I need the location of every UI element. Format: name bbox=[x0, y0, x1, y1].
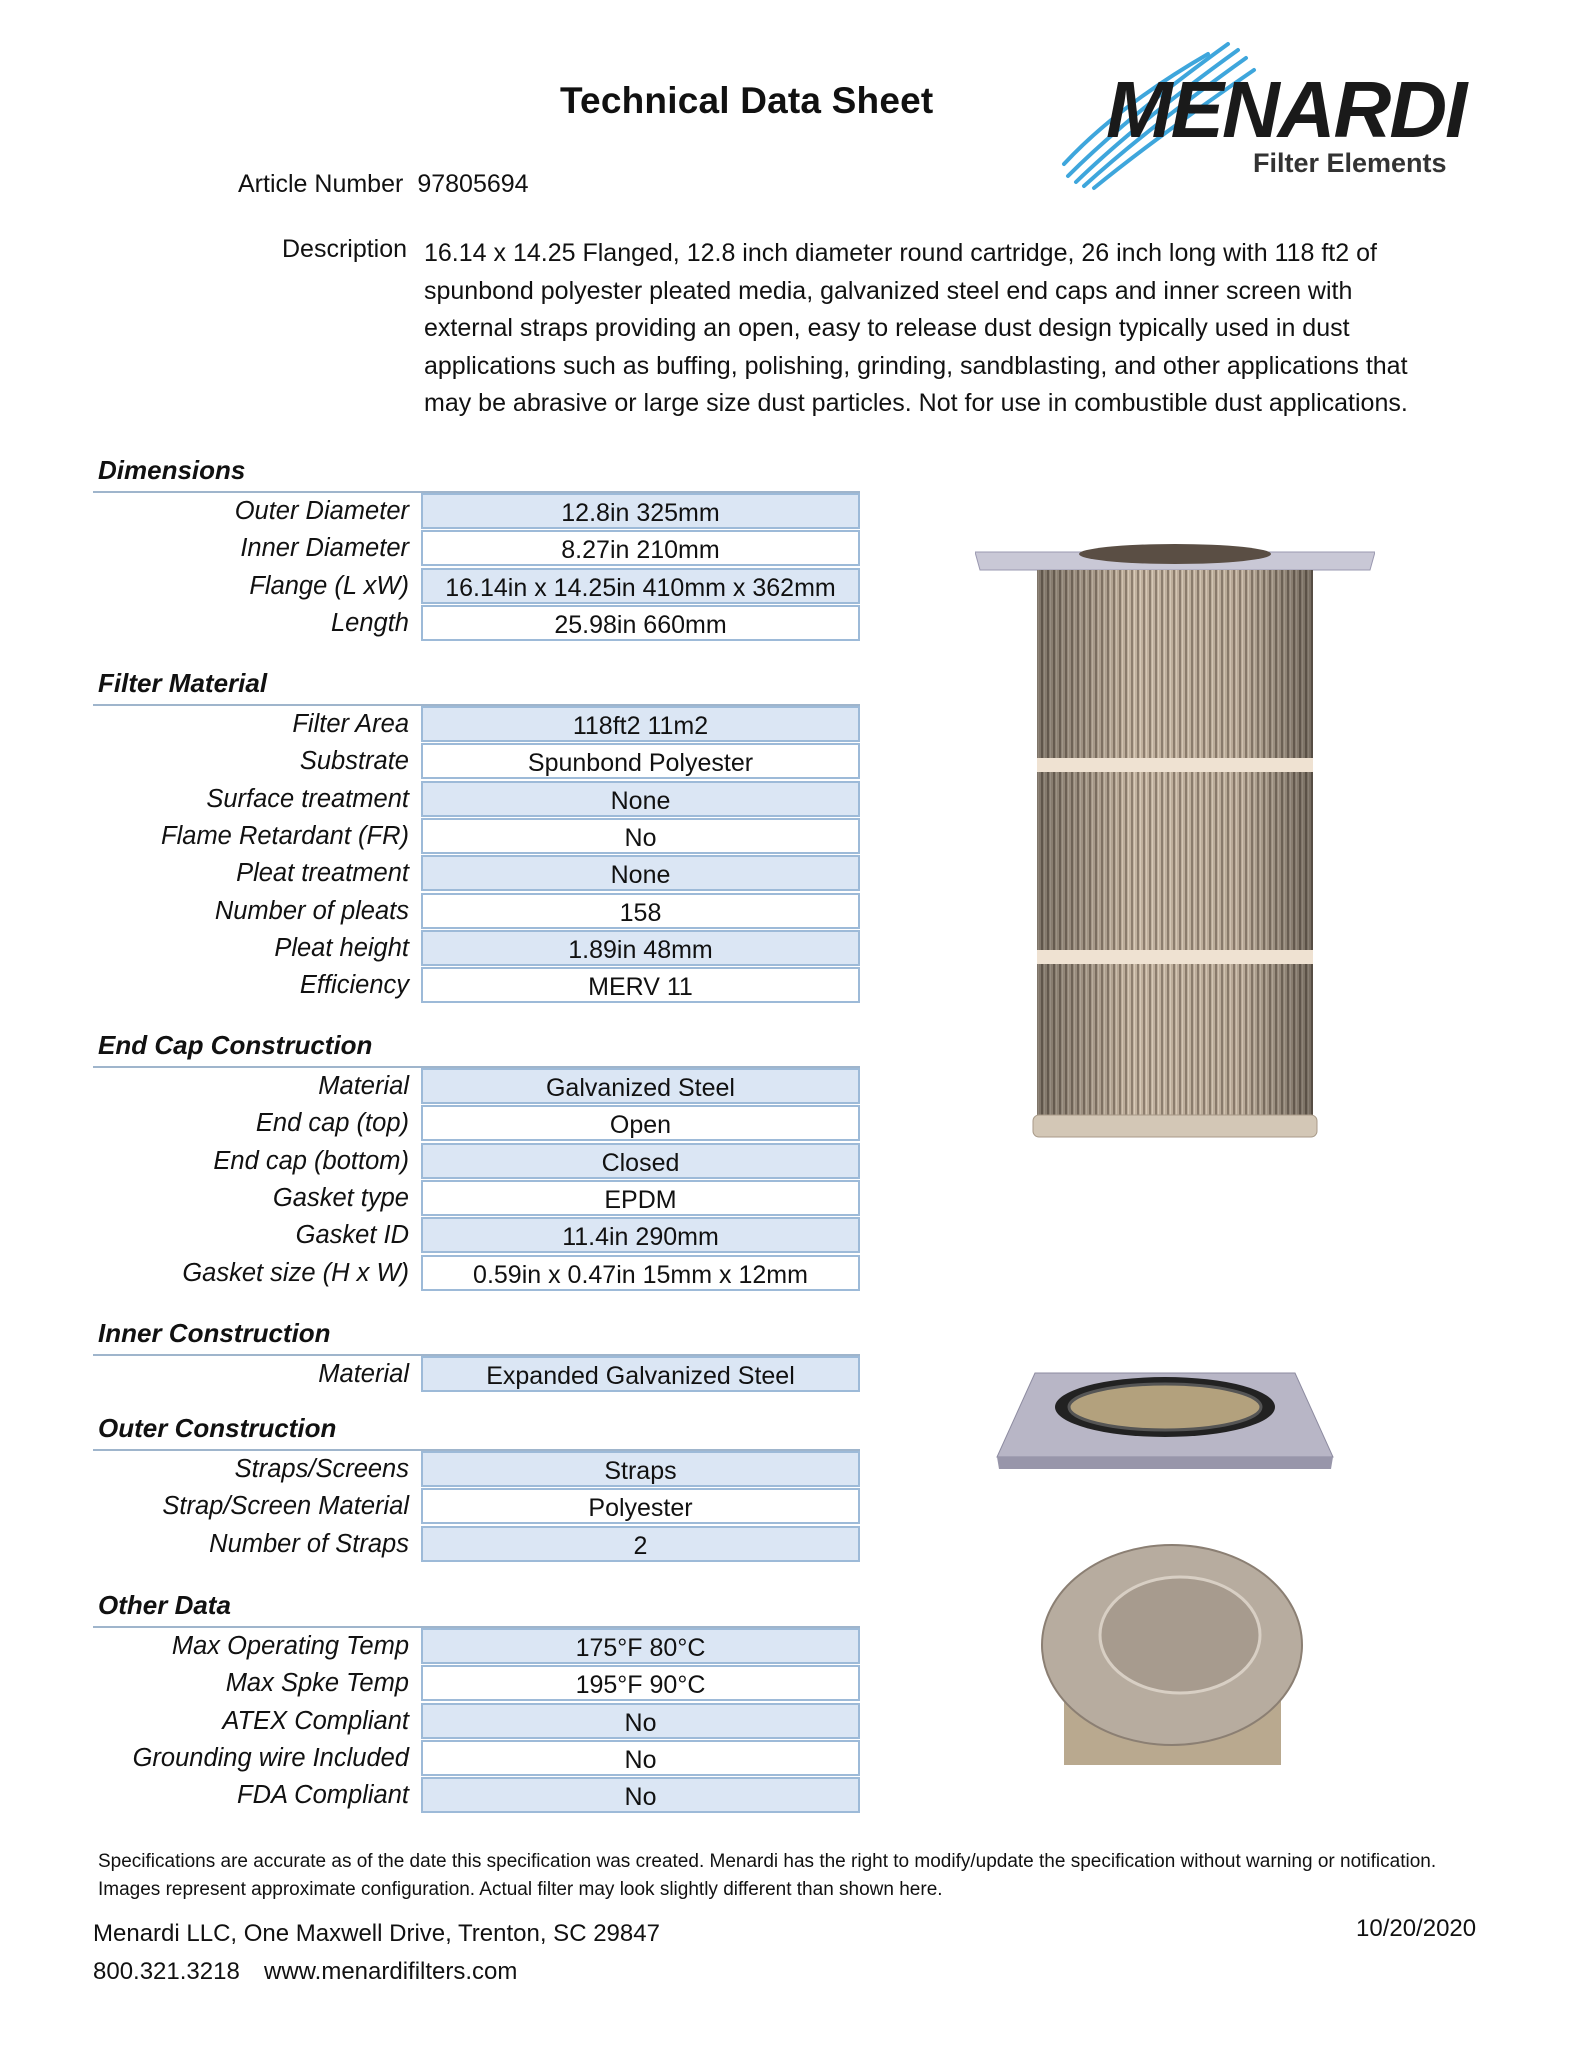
spec-value: Closed bbox=[421, 1143, 860, 1179]
spec-label: Efficiency bbox=[299, 971, 409, 1000]
logo-wordmark: MENARDI bbox=[1106, 65, 1466, 154]
spec-value: Straps bbox=[421, 1451, 860, 1487]
spec-value: Expanded Galvanized Steel bbox=[421, 1356, 860, 1392]
section-title: End Cap Construction bbox=[98, 1030, 373, 1060]
footnote-line-2: Images represent approximate configuration. Actual filter may look slightly different than shown here. bbox=[98, 1879, 943, 1900]
description-line: spunbond polyester pleated media, galvanized steel end caps and inner screen with bbox=[424, 276, 1353, 305]
section-title: Inner Construction bbox=[98, 1318, 331, 1348]
footer-website: www.menardifilters.com bbox=[264, 1958, 518, 1985]
description-line: external straps providing an open, easy to release dust design typically used in dust bbox=[424, 314, 1350, 342]
spec-value: 11.4in 290mm bbox=[421, 1217, 860, 1253]
spec-label: Surface treatment bbox=[206, 784, 409, 813]
spec-value: No bbox=[421, 1740, 860, 1776]
spec-label: Number of pleats bbox=[214, 896, 409, 925]
article-number-value: 97805694 bbox=[417, 170, 529, 198]
spec-value: No bbox=[421, 818, 860, 854]
end-cap-bottom-image bbox=[1040, 1535, 1305, 1765]
section-title: Filter Material bbox=[98, 668, 268, 698]
description-label: Description bbox=[282, 235, 408, 263]
spec-value: Polyester bbox=[421, 1488, 860, 1524]
spec-label: Flange (L xW) bbox=[249, 571, 409, 600]
spec-label: Gasket type bbox=[272, 1183, 409, 1212]
footer-date: 10/20/2020 bbox=[1356, 1915, 1477, 1942]
spec-label: FDA Compliant bbox=[237, 1781, 409, 1810]
spec-value: None bbox=[421, 855, 860, 891]
spec-label: Inner Diameter bbox=[240, 534, 409, 563]
spec-value: No bbox=[421, 1777, 860, 1813]
description-line: may be abrasive or large size dust particles. Not for use in combustible dust applications. bbox=[424, 389, 1408, 417]
spec-label: Gasket size (H x W) bbox=[182, 1258, 409, 1287]
spec-value: Spunbond Polyester bbox=[421, 743, 860, 779]
spec-value: None bbox=[421, 781, 860, 817]
footer-phone: 800.321.3218 bbox=[93, 1958, 240, 1985]
footer-address: Menardi LLC, One Maxwell Drive, Trenton, SC 29847 bbox=[93, 1920, 660, 1947]
filter-cartridge-image bbox=[975, 540, 1375, 1170]
spec-label: Straps/Screens bbox=[234, 1455, 409, 1483]
flange-top-image bbox=[995, 1365, 1335, 1475]
spec-label: Strap/Screen Material bbox=[162, 1492, 409, 1521]
spec-value: 175°F 80°C bbox=[421, 1628, 860, 1664]
spec-value: 8.27in 210mm bbox=[421, 530, 860, 566]
spec-label: ATEX Compliant bbox=[222, 1706, 409, 1735]
spec-label: Gasket ID bbox=[295, 1221, 409, 1250]
spec-label: Max Operating Temp bbox=[171, 1632, 409, 1660]
spec-value: 16.14in x 14.25in 410mm x 362mm bbox=[421, 568, 860, 604]
section-title: Other Data bbox=[98, 1590, 231, 1620]
spec-label: Length bbox=[331, 608, 409, 637]
spec-value: 158 bbox=[421, 893, 860, 929]
spec-value: 12.8in 325mm bbox=[421, 493, 860, 529]
article-number-label: Article Number bbox=[238, 170, 404, 198]
spec-value: Open bbox=[421, 1105, 860, 1141]
spec-label: Flame Retardant (FR) bbox=[161, 821, 409, 850]
spec-label: Pleat height bbox=[274, 933, 409, 962]
spec-label: End cap (bottom) bbox=[213, 1146, 409, 1175]
spec-value: 118ft2 11m2 bbox=[421, 706, 860, 742]
page-title: Technical Data Sheet bbox=[560, 80, 934, 121]
spec-value: 25.98in 660mm bbox=[421, 605, 860, 641]
spec-value: 0.59in x 0.47in 15mm x 12mm bbox=[421, 1255, 860, 1291]
spec-label: Filter Area bbox=[292, 710, 409, 738]
spec-label: Outer Diameter bbox=[234, 497, 409, 525]
description-text bbox=[424, 235, 1484, 423]
spec-label: Max Spke Temp bbox=[225, 1669, 409, 1698]
footnote-line-1: Specifications are accurate as of the date this specification was created. Menardi has the right to modify/update the specification without warning or notification. bbox=[98, 1851, 1437, 1872]
spec-value: 1.89in 48mm bbox=[421, 930, 860, 966]
section-title: Dimensions bbox=[98, 455, 246, 485]
menardi-logo bbox=[1058, 36, 1488, 196]
section-title: Outer Construction bbox=[98, 1413, 337, 1443]
spec-value: 195°F 90°C bbox=[421, 1665, 860, 1701]
spec-label: Material bbox=[318, 1072, 409, 1100]
description-line: 16.14 x 14.25 Flanged, 12.8 inch diameter round cartridge, 26 inch long with 118 ft2 of bbox=[424, 239, 1377, 267]
article-number bbox=[238, 170, 529, 199]
spec-value: No bbox=[421, 1703, 860, 1739]
spec-value: MERV 11 bbox=[421, 967, 860, 1003]
spec-label: Grounding wire Included bbox=[132, 1743, 409, 1772]
spec-value: Galvanized Steel bbox=[421, 1068, 860, 1104]
spec-label: Pleat treatment bbox=[236, 859, 409, 888]
spec-label: Substrate bbox=[299, 747, 409, 776]
spec-label: Number of Straps bbox=[209, 1529, 409, 1558]
spec-value: EPDM bbox=[421, 1180, 860, 1216]
logo-subtitle: Filter Elements bbox=[1253, 148, 1447, 178]
spec-label: Material bbox=[318, 1360, 409, 1388]
spec-value: 2 bbox=[421, 1526, 860, 1562]
spec-label: End cap (top) bbox=[255, 1109, 409, 1138]
description-line: applications such as buffing, polishing, grinding, sandblasting, and other applications that bbox=[424, 351, 1408, 380]
